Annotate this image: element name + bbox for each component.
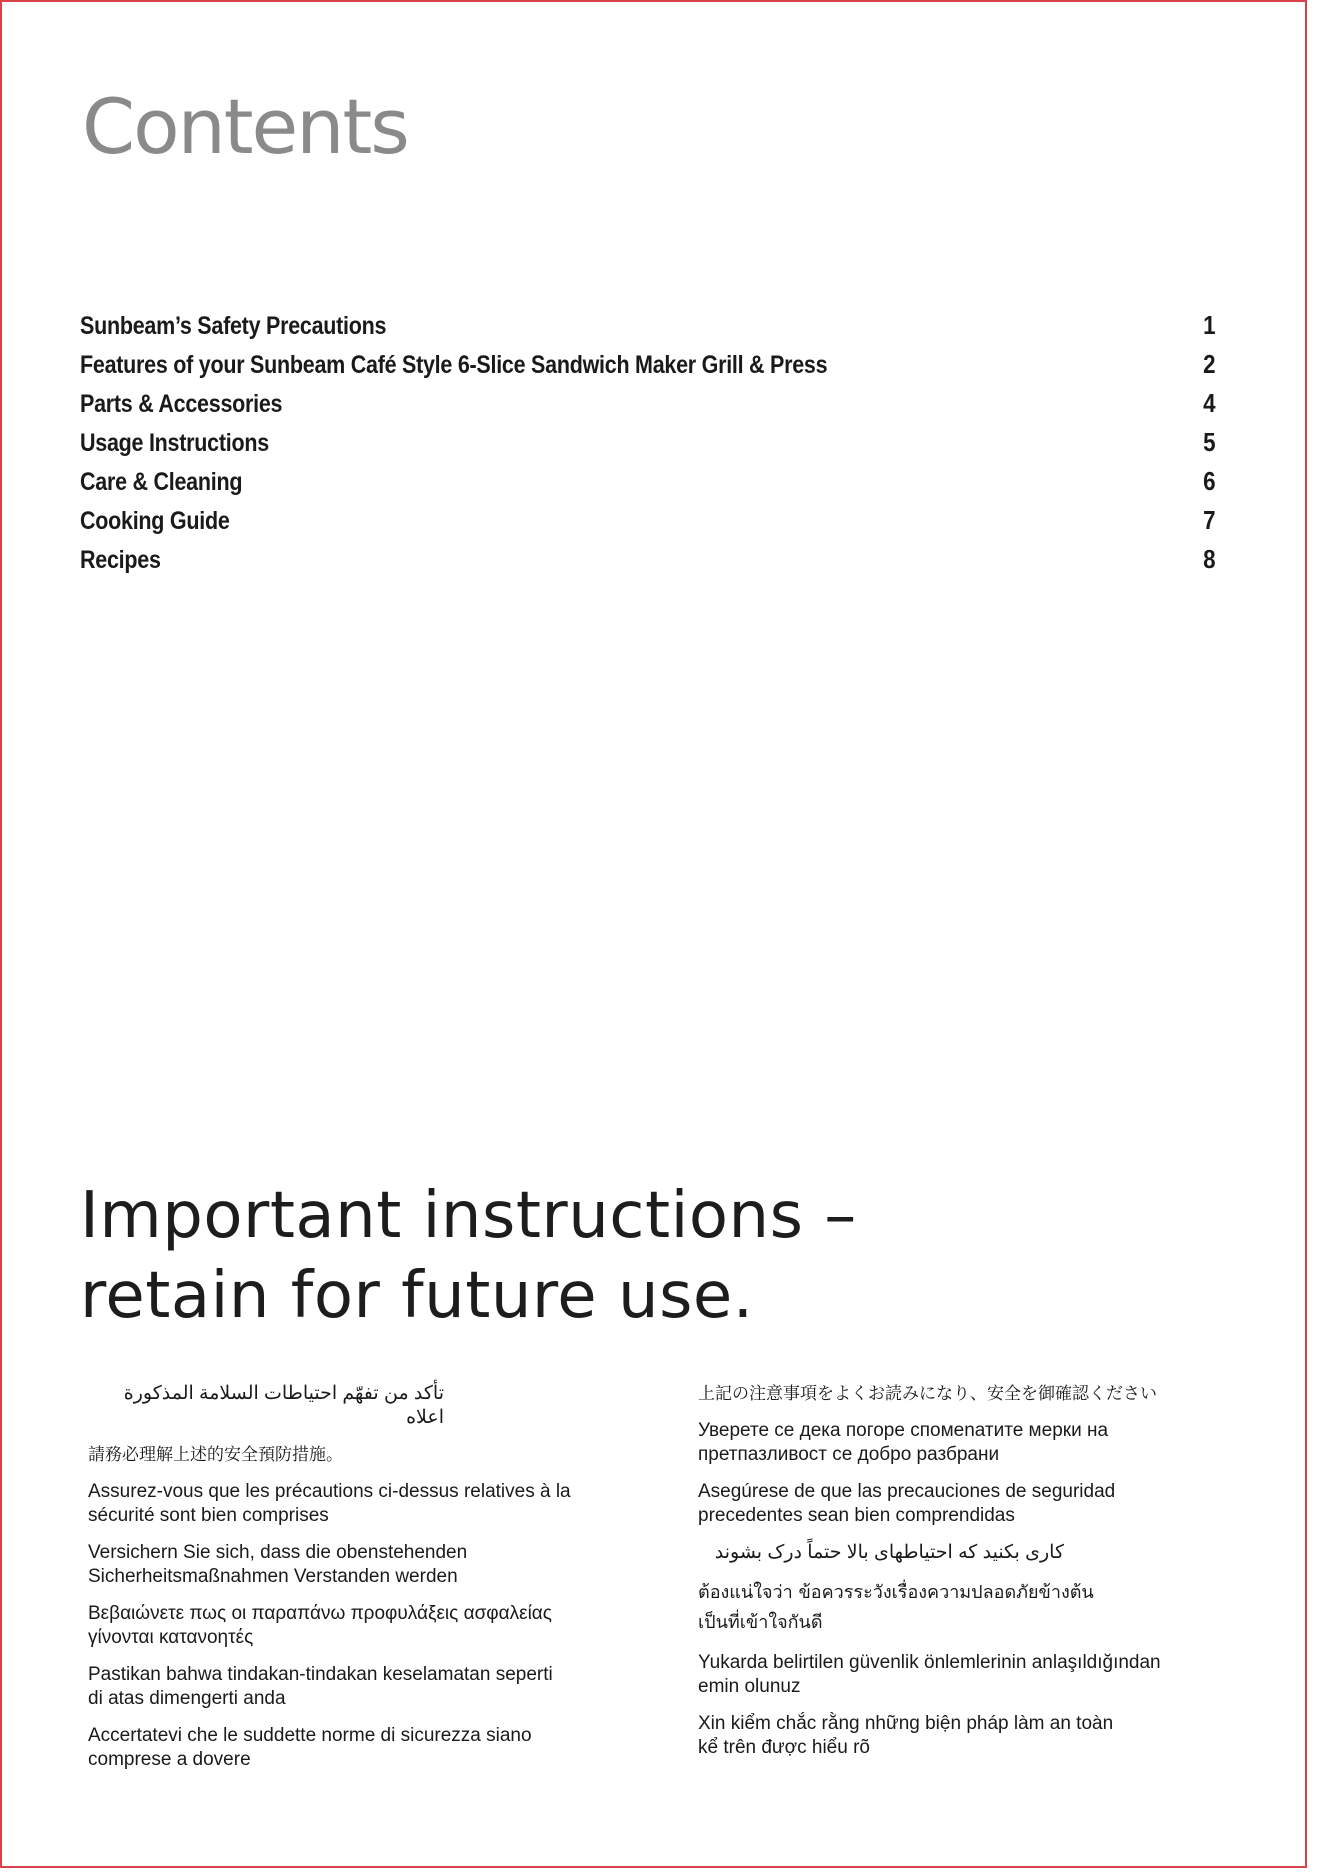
translation-greek: Βεβαιώνετε πως οι παραπάνω προφυλάξεις ασφαλείας γίνονται κατανοητές xyxy=(88,1603,552,1648)
translation-italian: Accertatevi che le suddette norme di sicurezza siano comprese a dovere xyxy=(88,1725,532,1770)
translation-chinese: 請務必理解上述的安全預防措施。 xyxy=(88,1445,343,1465)
translation-persian: کاری بکنید که احتیاطهای بالا حتماً درک بشوند xyxy=(714,1542,1064,1563)
toc-entry-page: 7 xyxy=(1203,505,1216,535)
translation-japanese: 上記の注意事項をよくお読みになり、安全を御確認ください xyxy=(698,1384,1157,1404)
toc-entry[interactable] xyxy=(80,423,1215,462)
toc-entry-page: 4 xyxy=(1203,388,1216,418)
toc-entry-label: Cooking Guide xyxy=(80,507,230,535)
translation-german: Versichern Sie sich, dass die obenstehenden Sicherheitsmaßnahmen Verstanden werden xyxy=(88,1542,468,1587)
toc-entry-page: 8 xyxy=(1203,544,1216,574)
page-title: Contents xyxy=(82,82,408,171)
toc-entry[interactable] xyxy=(80,306,1215,345)
translation-thai: ต้องแน่ใจว่า ข้อควรระวังเรื่องความปลอดภัยข้างต้น เป็นที่เข้าใจกันดี xyxy=(698,1582,1094,1633)
translation-french: Assurez-vous que les précautions ci-dessus relatives à la sécurité sont bien comprises xyxy=(88,1481,571,1526)
important-instructions-heading xyxy=(80,1176,857,1336)
toc-entry-label: Sunbeam’s Safety Precautions xyxy=(80,312,387,340)
heading-line-2: retain for future use. xyxy=(80,1259,754,1333)
toc-entry-page: 6 xyxy=(1203,466,1216,496)
toc-entry[interactable] xyxy=(80,462,1215,501)
toc-entry-label: Care & Cleaning xyxy=(80,468,243,496)
translations-left-column xyxy=(88,1382,648,1785)
table-of-contents xyxy=(80,306,1218,579)
translation-turkish: Yukarda belirtilen güvenlik önlemlerinin anlaşıldığından emin olunuz xyxy=(698,1652,1161,1697)
heading-line-1: Important instructions – xyxy=(80,1179,857,1253)
toc-entry[interactable] xyxy=(80,501,1215,540)
toc-entry-page: 2 xyxy=(1203,349,1216,379)
toc-entry-page: 5 xyxy=(1203,427,1216,457)
translations-right-column xyxy=(698,1382,1228,1773)
toc-entry-label: Features of your Sunbeam Café Style 6-Slice Sandwich Maker Grill & Press xyxy=(80,351,828,379)
toc-entry[interactable] xyxy=(80,540,1215,579)
translation-vietnamese: Xin kiểm chắc rằng những biện pháp làm an toàn kể trên được hiểu rõ xyxy=(698,1713,1114,1758)
translation-spanish: Asegúrese de que las precauciones de seguridad precedentes sean bien comprendidas xyxy=(698,1481,1116,1526)
translation-arabic: تأكد من تفهّم احتياطات السلامة المذكورة اعلاه xyxy=(123,1383,444,1428)
toc-entry-label: Usage Instructions xyxy=(80,429,269,457)
translation-indonesian: Pastikan bahwa tindakan-tindakan keselamatan seperti di atas dimengerti anda xyxy=(88,1664,553,1709)
translation-macedonian: Уверете се дека погоре спомenатите мерки на претпазливост се добро разбрани xyxy=(698,1420,1109,1465)
toc-entry-label: Parts & Accessories xyxy=(80,390,283,418)
toc-entry[interactable] xyxy=(80,345,1215,384)
toc-entry[interactable] xyxy=(80,384,1215,423)
toc-entry-label: Recipes xyxy=(80,546,161,574)
toc-entry-page: 1 xyxy=(1203,310,1216,340)
